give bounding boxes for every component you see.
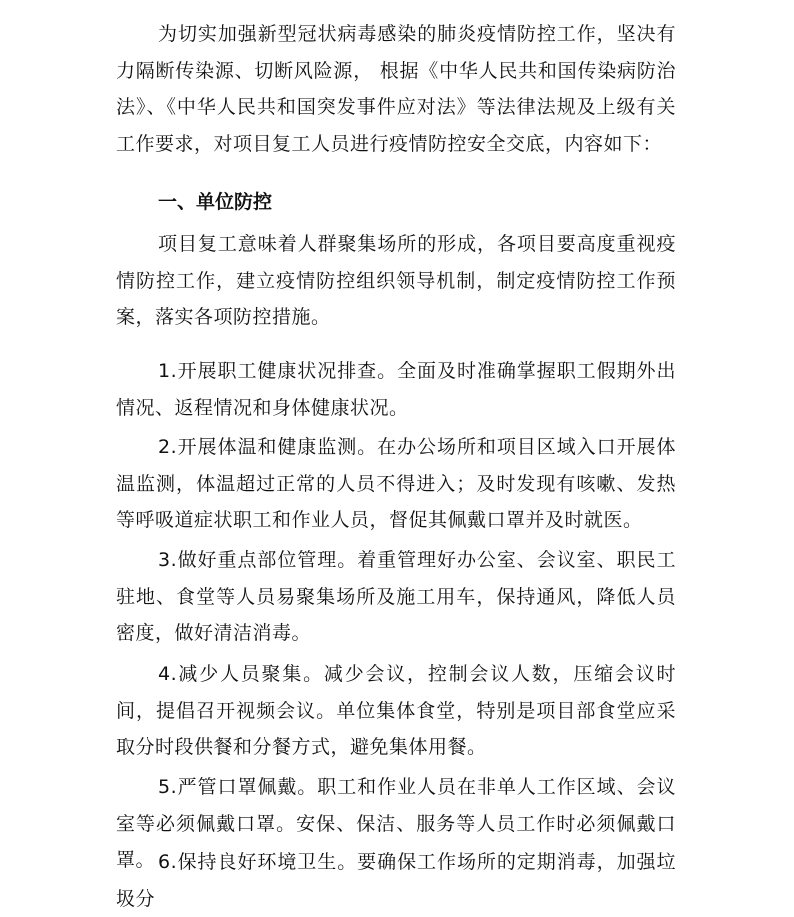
section-heading: 一、单位防控 [158, 191, 273, 213]
list-item: 3.做好重点部位管理。着重管理好办公室、会议室、职民工驻地、食堂等人员易聚集场所及施工用车，保持通风，降低人员密度，做好清洁消毒。 [116, 549, 676, 644]
list-item: 2.开展体温和健康监测。在办公场所和项目区域入口开展体温监测，体温超过正常的人员不得进入；及时发现有咳嗽、发热等呼吸道症状职工和作业人员，督促其佩戴口罩并及时就医。 [116, 436, 676, 531]
intro-paragraph: 为切实加强新型冠状病毒感染的肺炎疫情防控工作，坚决有力隔断传染源、切断风险源， 根据《中华人民共和国传染病防治法》、《中华人民共和国突发事件应对法》等法律法规及上级有关工作要求，对项目复工人员进行疫情防控安全交底，内容如下： [116, 23, 676, 155]
list-item: 5.严管口罩佩戴。职工和作业人员在非单人工作区域、会议室等必须佩戴口罩。安保、保洁、服务等人员工作时必须佩戴口罩。 [116, 776, 676, 871]
list-item: 6.保持良好环境卫生。要确保工作场所的定期消毒，加强垃圾分 [116, 851, 676, 910]
section-intro-paragraph: 项目复工意味着人群聚集场所的形成，各项目要高度重视疫情防控工作，建立疫情防控组织领导机制，制定疫情防控工作预案，落实各项防控措施。 [116, 233, 676, 328]
list-item: 1.开展职工健康状况排查。全面及时准确掌握职工假期外出情况、返程情况和身体健康状况。 [116, 360, 676, 419]
list-item: 4.减少人员聚集。减少会议，控制会议人数，压缩会议时间，提倡召开视频会议。单位集体食堂，特别是项目部食堂应采取分时段供餐和分餐方式，避免集体用餐。 [116, 663, 676, 758]
